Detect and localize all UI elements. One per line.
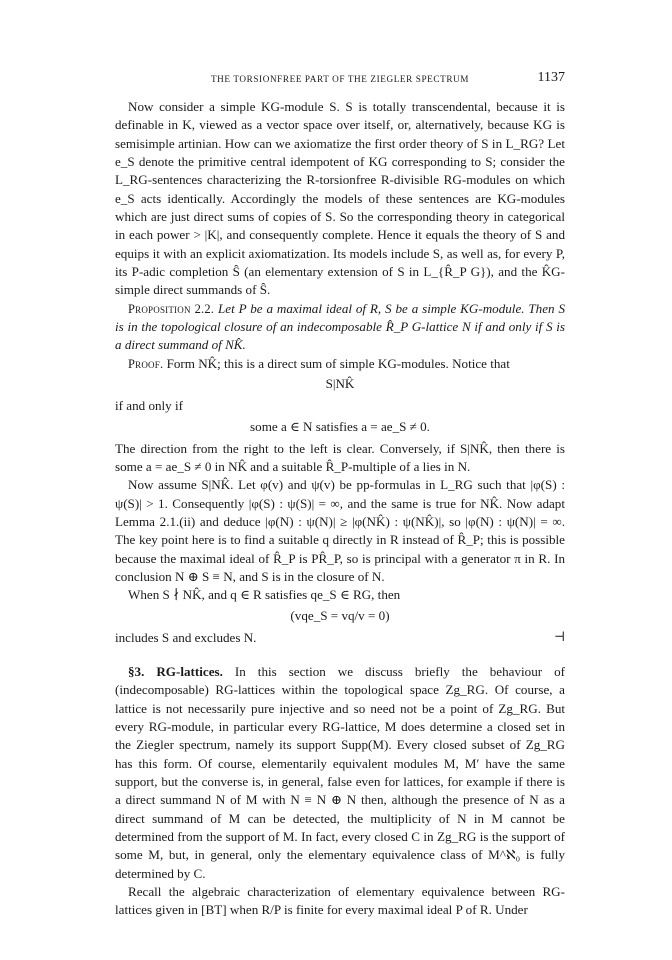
- proposition-label: Proposition 2.2.: [128, 301, 215, 316]
- page-number: 1137: [537, 70, 565, 85]
- section-3-paragraph-2: Recall the algebraic characterization of elementary equivalence between RG-lattices given in [BT] when R/P is finite for every maximal ideal P of R. Under: [115, 884, 565, 918]
- proof-start: [115, 355, 565, 373]
- running-title: THE TORSIONFREE PART OF THE ZIEGLER SPECTRUM: [210, 74, 470, 84]
- proof-end-text: includes S and excludes N.: [115, 629, 257, 645]
- proof-paragraph-4: When S ∤ NK̂, and q ∈ R satisfies qe_S ∈ RG, then: [128, 587, 401, 603]
- proof-text-1: Form NK̂; this is a direct sum of simple KG-modules. Notice that: [166, 355, 510, 371]
- page: [115, 70, 565, 920]
- qed-symbol: ⊣: [553, 628, 565, 644]
- proof-paragraph-2: The direction from the right to the left is clear. Conversely, if S|NK̂, then there is some a = ae_S ≠ 0 in NK̂ and a suitable R̂_P-multiple of a lies in N.: [115, 440, 565, 474]
- proof-end-line: [115, 629, 565, 647]
- proposition-2-2: [115, 300, 565, 355]
- display-equation-1: S|NK̂: [325, 376, 355, 392]
- iff-text: if and only if: [115, 398, 184, 414]
- proof-paragraph-3: Now assume S|NK̂. Let φ(v) and ψ(v) be pp-formulas in L_RG such that |φ(S) : ψ(S)| > 1. Consequently |φ(S) : ψ(S)| = ∞, and the same is true for NK̂. Now adapt Lemma 2.1.(ii) and deduce |φ(N) : ψ(N)| ≥ |φ(NK̂) : ψ(NK̂)|, so |φ(N) : ψ(N)| = ∞. The key point here is to find a suitable q directly in R instead of R̂_P; this is possible because the maximal ideal of R̂_P is PR̂_P, so is principal with a generator π in R. In conclusion N ⊕ S ≡ N, and S is in the closure of N.: [115, 477, 565, 584]
- page-header: [115, 70, 565, 92]
- display-equation-3: (vqe_S = vq/v = 0): [290, 607, 390, 623]
- section-gap: [115, 647, 565, 663]
- proposition-text: Let P be a maximal ideal of R, S be a simple KG-module. Then S is in the topological closure of an indecomposable R̂_P G-lattice N if and only if S is a direct summand of NK̂.: [115, 300, 565, 353]
- section-3-paragraph-1: [115, 663, 565, 883]
- display-equation-2: some a ∈ N satisfies a = ae_S ≠ 0.: [250, 418, 430, 434]
- paragraph-simple-module: Now consider a simple KG-module S. S is totally transcendental, because it is definable in K, viewed as a vector space over itself, or, alternatively, because KG is semisimple artinian. How can we axiomatize the first order theory of S in L_RG? Let e_S denote the primitive central idempotent of KG corresponding to S; consider the L_RG-sentences characterizing the R-torsionfree R-divisible RG-modules on which e_S acts identically. Accordingly the models of these sentences are KG-modules which are just direct sums of copies of S. So the corresponding theory in categorical in each power > |K|, and consequently complete. Hence it equals the theory of S and equips it with an explicit axiomatization. Its models include S, as well as, for every P, its P-adic completion Ŝ (an elementary extension of S in L_{R̂_P G}), and the K̂G-simple direct summands of Ŝ.: [115, 99, 565, 298]
- section-heading: §3. RG-lattices.: [128, 663, 223, 679]
- section-3-text-1: In this section we discuss briefly the behaviour of (indecomposable) RG-lattices within the topological space Zg_RG. Of course, a lattice is not necessarily pure injective and so need not be a point of Zg_RG. But every RG-module, in particular every RG-lattice, M does determine a closed set in the Ziegler spectrum, namely its support Supp(M). Every closed subset of Zg_RG has this form. Of course, elementarily equivalent modules M, M′ have the same support, but the converse is, in general, false even for lattices, for example if there is a direct summand N of M with N ≡ N ⊕ N then, although the presence of N as a direct summand of M can be detected, the multiplicity of N in M cannot be determined from the support of M. In fact, every closed C in Zg_RG is the support of some M, but, in general, only the elementary equivalence class of M^ℵ₀ is fully determined by C.: [115, 663, 565, 881]
- proof-label: Proof.: [128, 356, 164, 371]
